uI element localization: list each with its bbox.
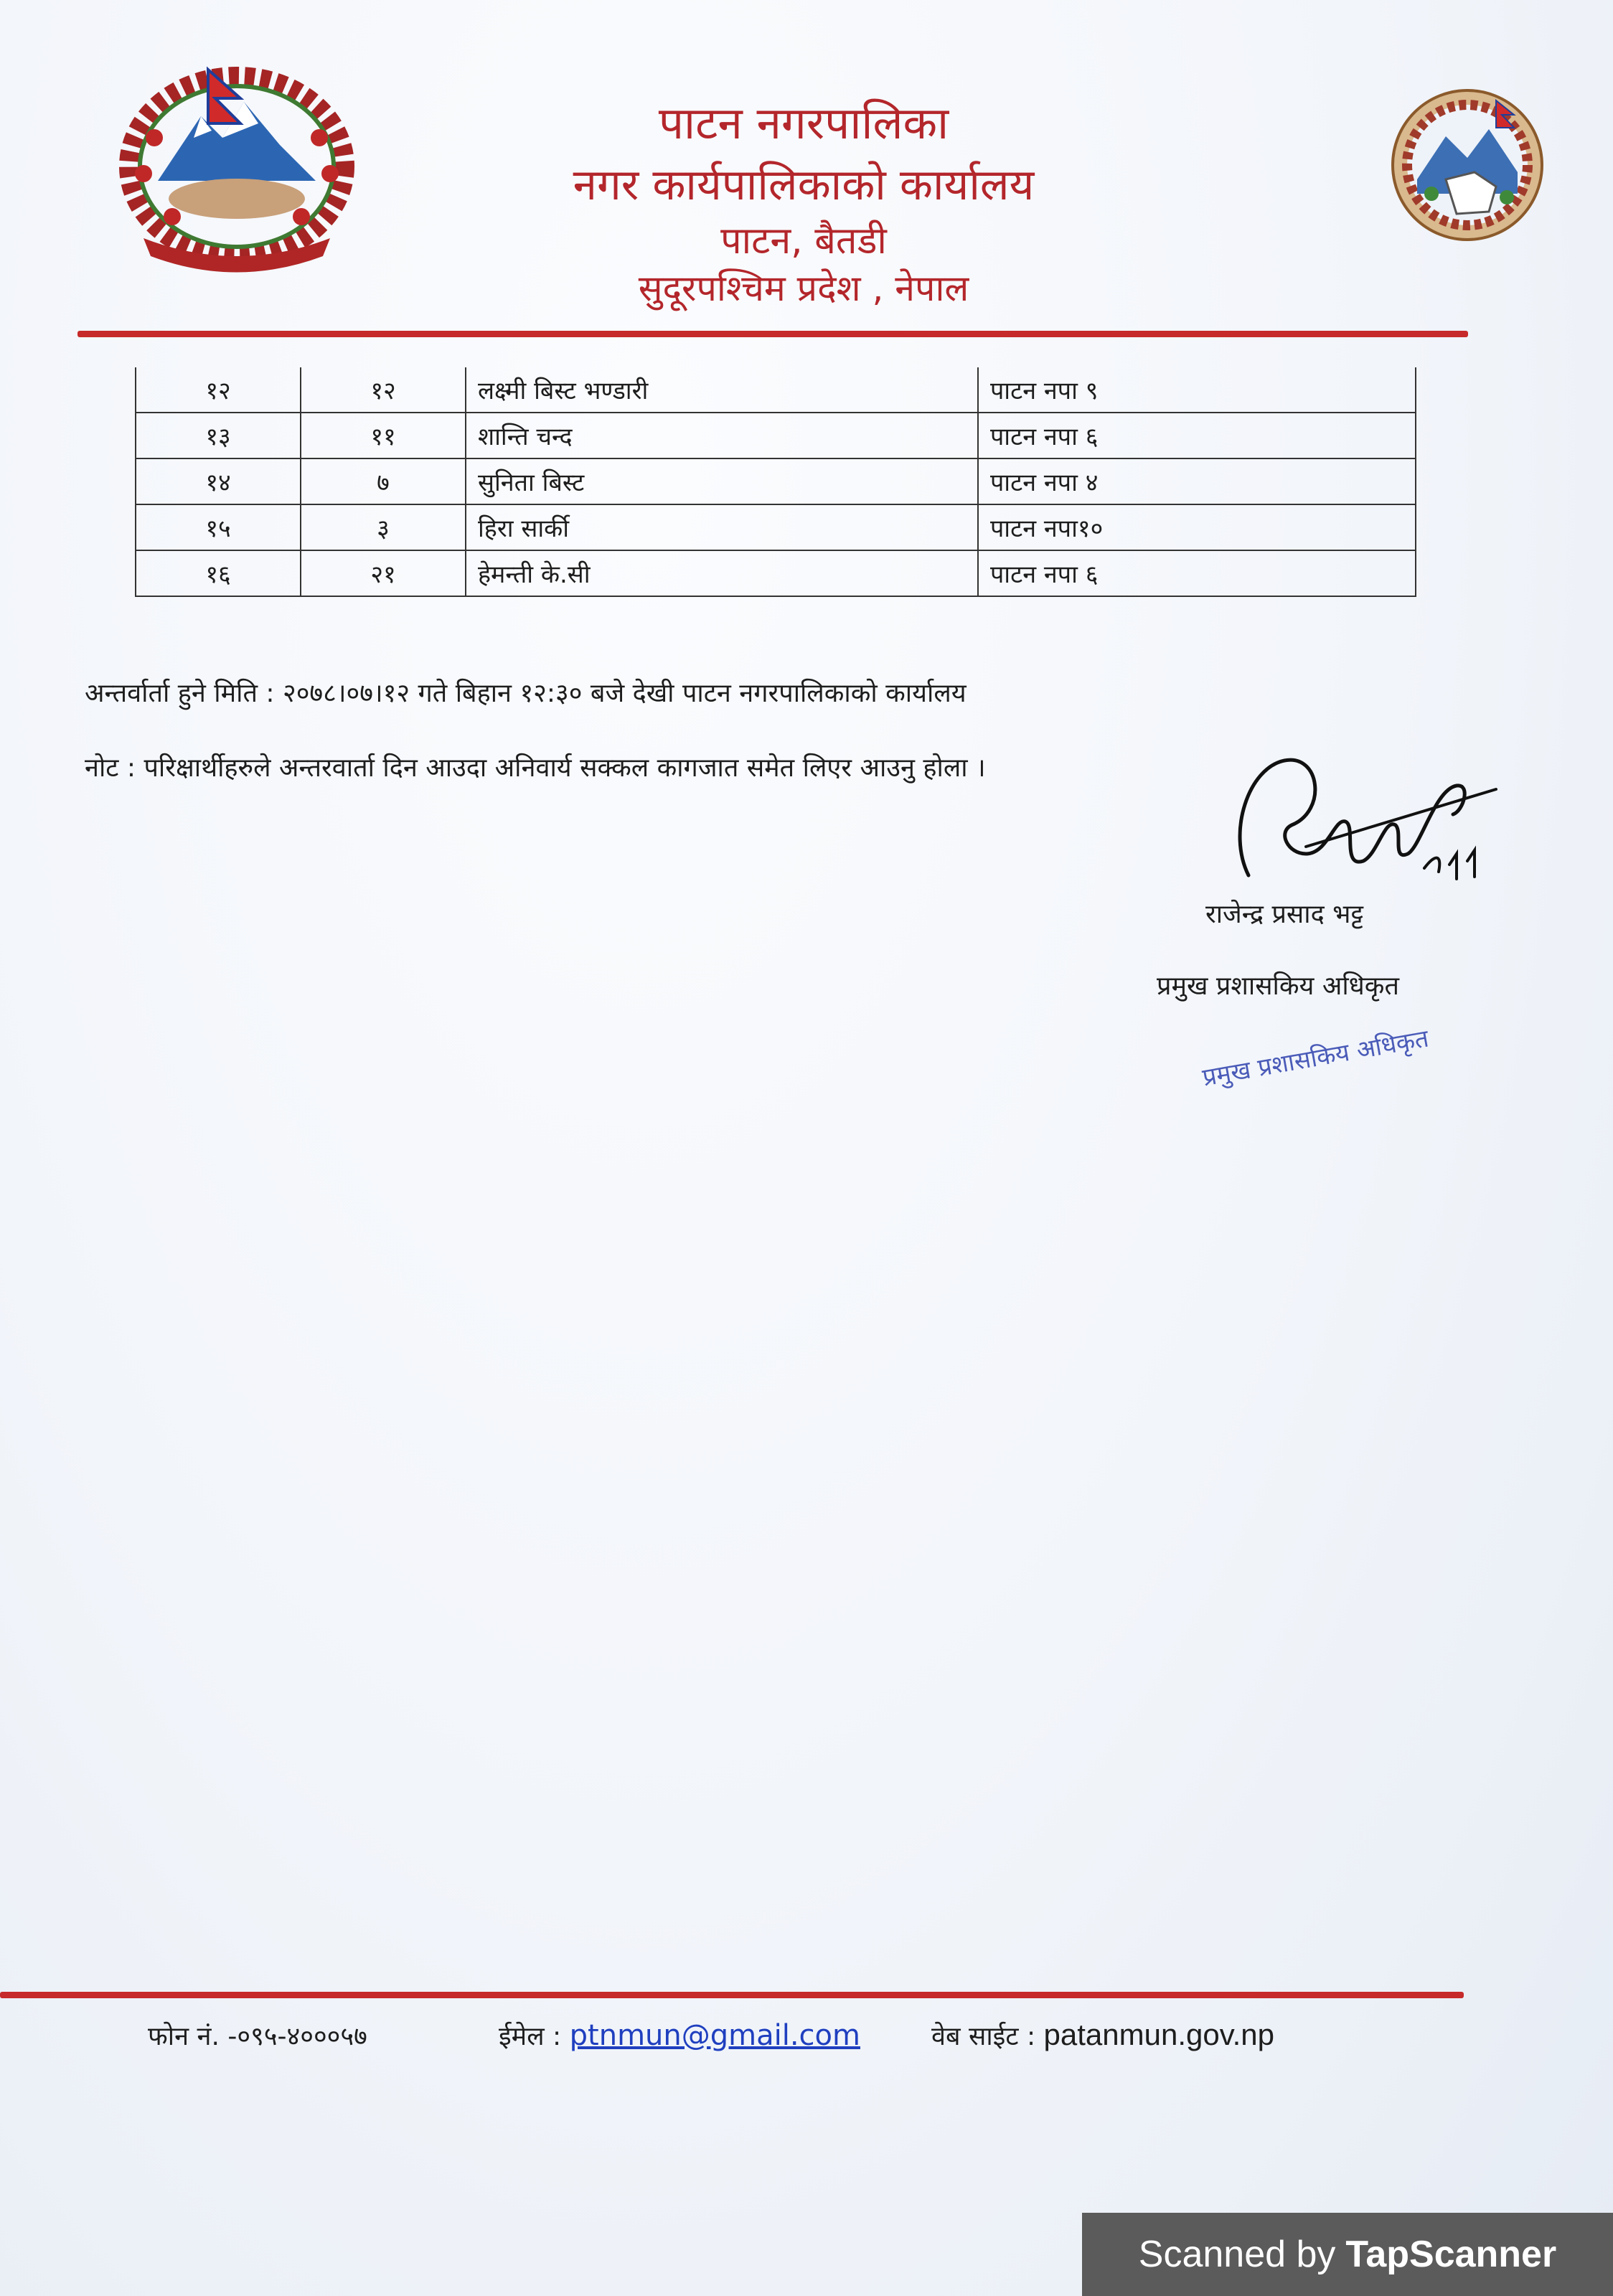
candidate-table bbox=[135, 367, 1416, 597]
watermark-brand: TapScanner bbox=[1345, 2234, 1557, 2275]
interview-date-line: अन्तर्वार्ता हुने मिति : २०७८।०७।१२ गते बिहान १२:३० बजे देखी पाटन नगरपालिकाको कार्यालय bbox=[85, 679, 967, 708]
signatory-name: राजेन्द्र प्रसाद भट्ट bbox=[1205, 900, 1364, 929]
address-cell: पाटन नपा ४ bbox=[978, 458, 1416, 504]
serial-number-cell: १४ bbox=[136, 458, 301, 504]
address-cell: पाटन नपा ६ bbox=[978, 413, 1416, 458]
table-row bbox=[136, 550, 1416, 596]
footer-phone: फोन नं. -०९५-४०००५७ bbox=[148, 2022, 367, 2051]
roll-number-cell: २१ bbox=[301, 550, 466, 596]
province-name: सुदूरपश्चिम प्रदेश , नेपाल bbox=[638, 268, 969, 309]
nepal-emblem-icon bbox=[115, 59, 359, 274]
roll-number-cell: ७ bbox=[301, 458, 466, 504]
candidate-name-cell: शान्ति चन्द bbox=[466, 413, 978, 458]
roll-number-cell: १२ bbox=[301, 367, 466, 413]
signatory-title: प्रमुख प्रशासकिय अधिकृत bbox=[1157, 971, 1399, 1001]
serial-number-cell: १२ bbox=[136, 367, 301, 413]
website-link[interactable]: patanmun.gov.np bbox=[1043, 2018, 1274, 2051]
table-row bbox=[136, 458, 1416, 504]
table-row bbox=[136, 504, 1416, 550]
candidate-name-cell: हिरा सार्की bbox=[466, 504, 978, 550]
office-name: नगर कार्यपालिकाको कार्यालय bbox=[573, 160, 1035, 210]
signature bbox=[1220, 746, 1507, 897]
footer-website bbox=[931, 2018, 1274, 2053]
municipality-seal-icon bbox=[1388, 86, 1546, 244]
serial-number-cell: १३ bbox=[136, 413, 301, 458]
candidate-name-cell: हेमन्ती के.सी bbox=[466, 550, 978, 596]
watermark-prefix: Scanned by bbox=[1138, 2234, 1336, 2275]
table-row bbox=[136, 367, 1416, 413]
address-cell: पाटन नपा१० bbox=[978, 504, 1416, 550]
address-cell: पाटन नपा ९ bbox=[978, 367, 1416, 413]
note-line: नोट : परिक्षार्थीहरुले अन्तरवार्ता दिन आउदा अनिवार्य सक्कल कागजात समेत लिएर आउनु होला । bbox=[85, 753, 986, 783]
header-divider bbox=[77, 331, 1468, 337]
candidate-name-cell: लक्ष्मी बिस्ट भण्डारी bbox=[466, 367, 978, 413]
footer-divider bbox=[0, 1992, 1464, 1998]
designation-stamp: प्रमुख प्रशासकिय अधिकृत bbox=[1200, 1024, 1431, 1093]
office-location: पाटन, बैतडी bbox=[720, 220, 887, 263]
scanner-watermark bbox=[1082, 2213, 1613, 2296]
roll-number-cell: ३ bbox=[301, 504, 466, 550]
municipality-name: पाटन नगरपालिका bbox=[658, 97, 949, 149]
table-row bbox=[136, 413, 1416, 458]
website-label: वेब साईट : bbox=[931, 2022, 1036, 2051]
candidate-name-cell: सुनिता बिस्ट bbox=[466, 458, 978, 504]
email-label: ईमेल : bbox=[499, 2022, 562, 2051]
address-cell: पाटन नपा ६ bbox=[978, 550, 1416, 596]
email-link[interactable]: ptnmun@gmail.com bbox=[569, 2019, 860, 2052]
footer-email bbox=[499, 2018, 860, 2053]
roll-number-cell: ११ bbox=[301, 413, 466, 458]
serial-number-cell: १६ bbox=[136, 550, 301, 596]
serial-number-cell: १५ bbox=[136, 504, 301, 550]
